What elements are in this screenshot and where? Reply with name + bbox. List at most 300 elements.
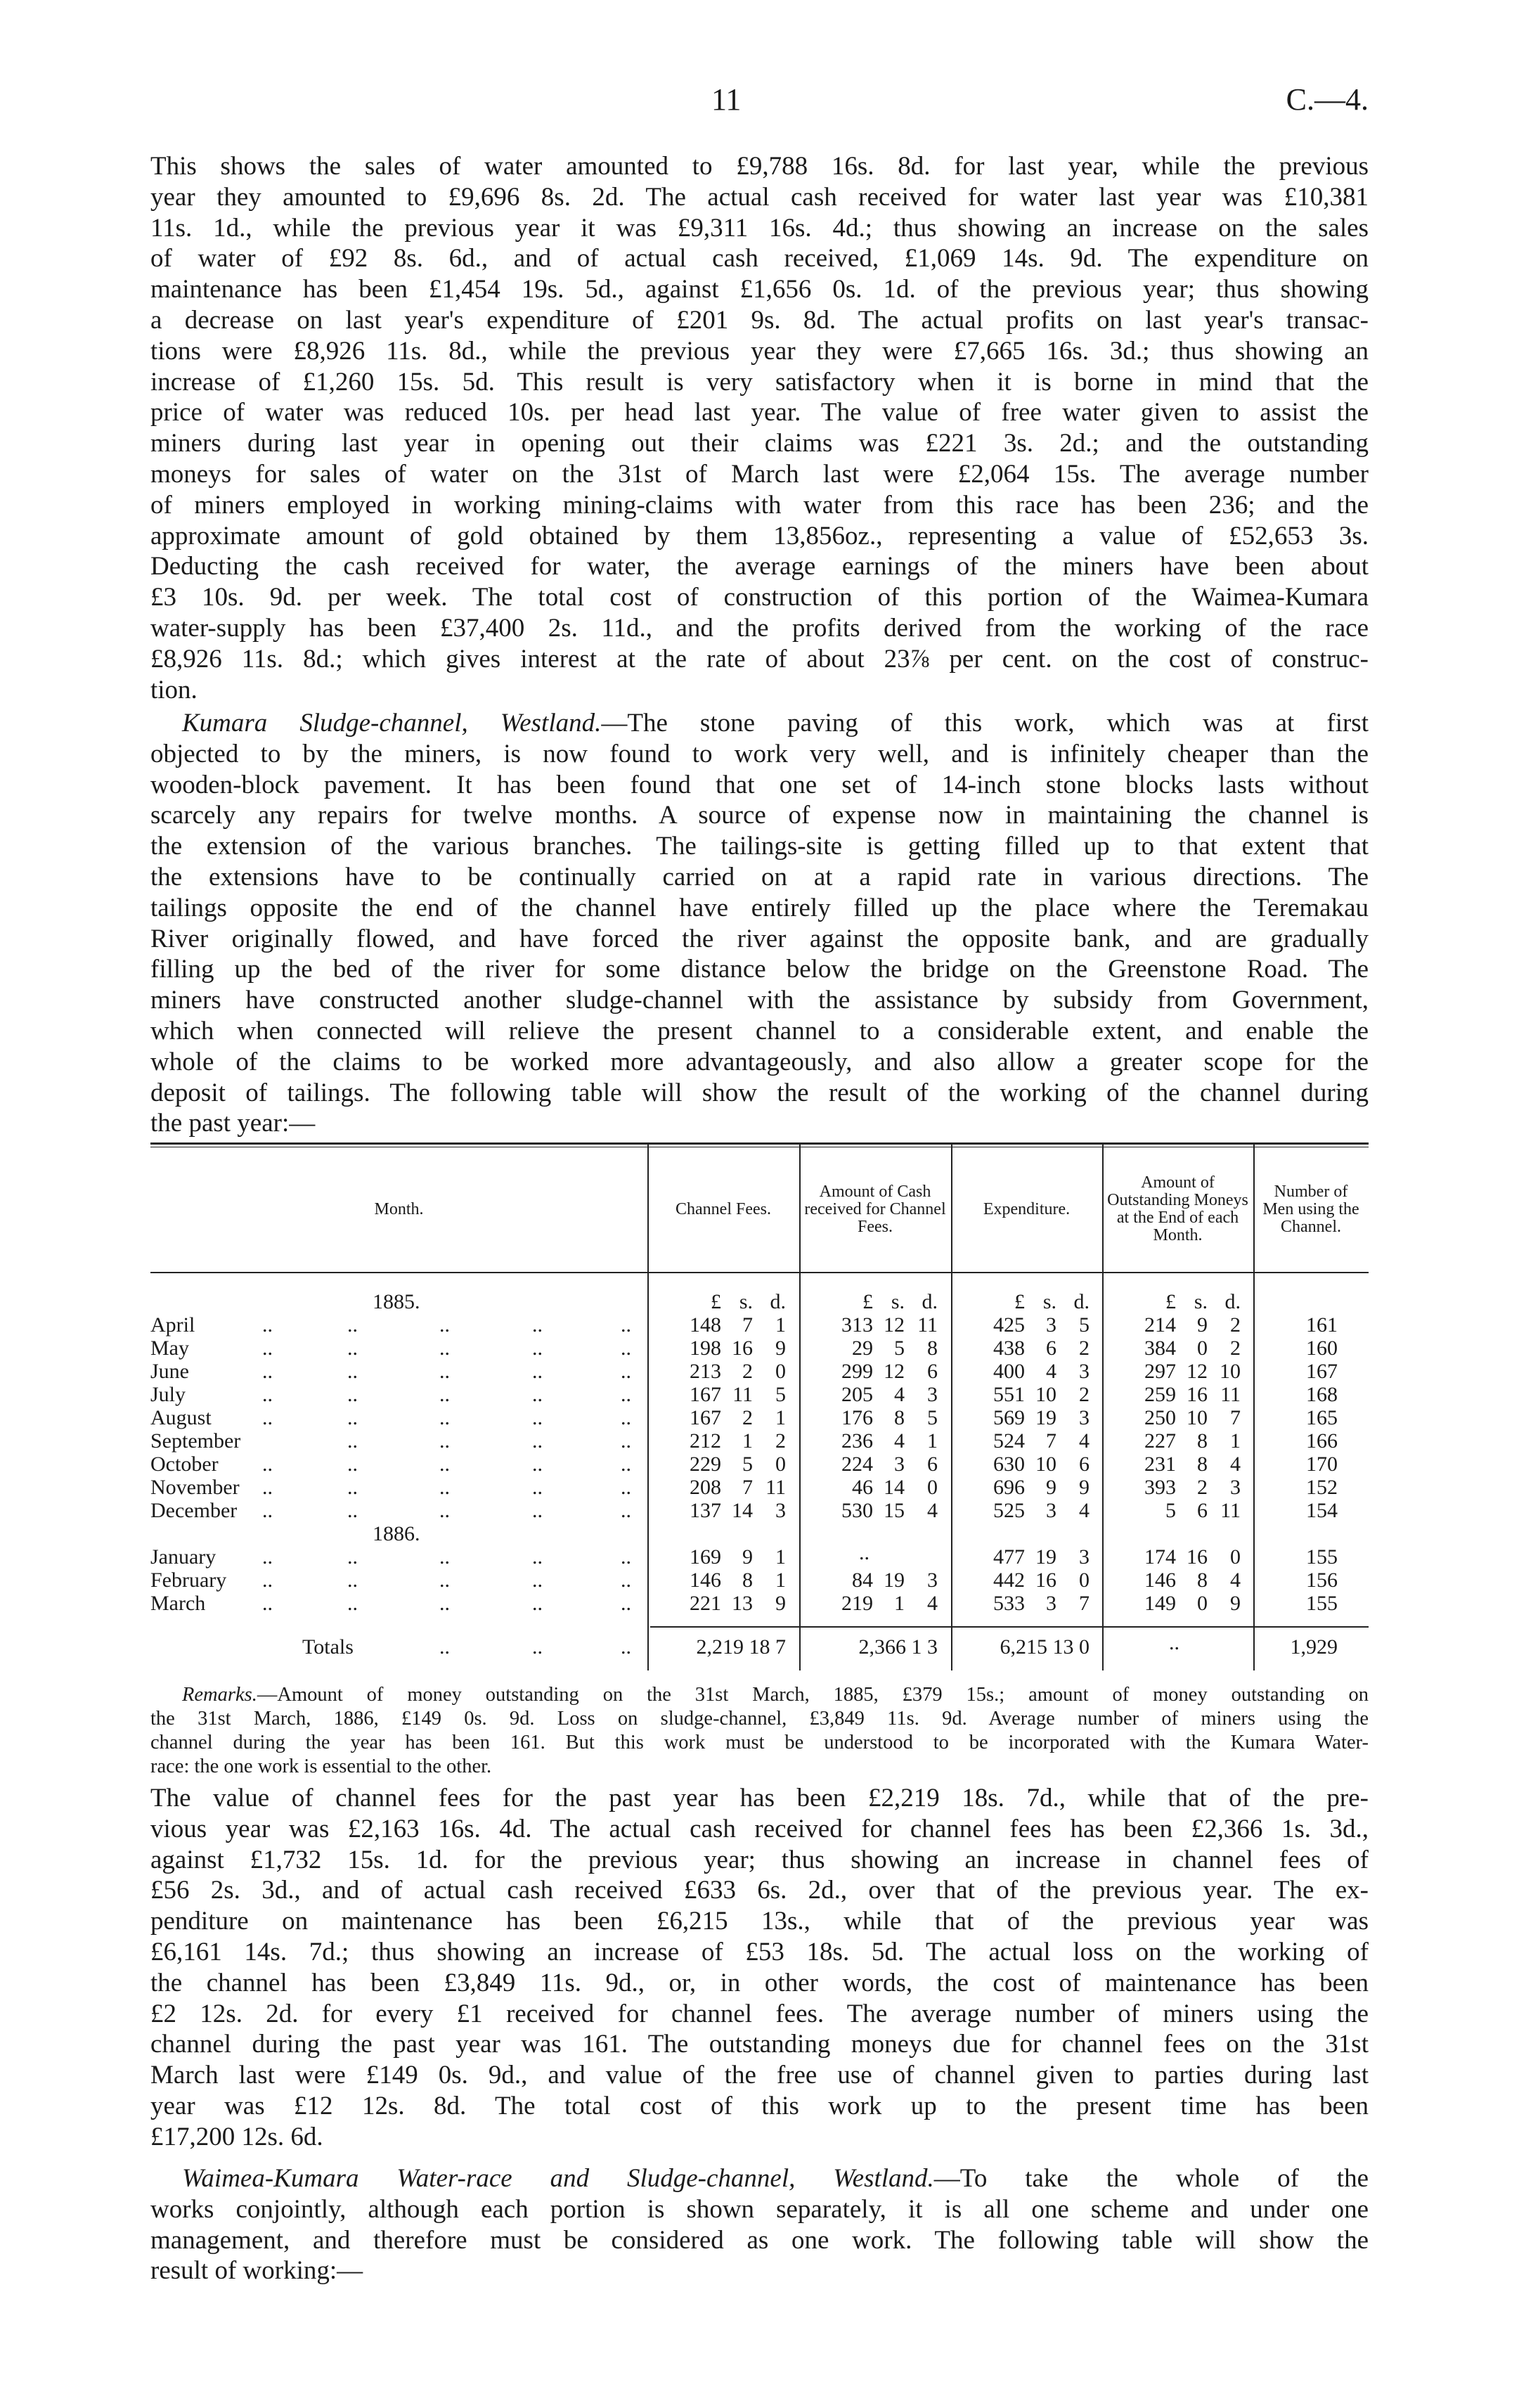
- leader-dots: ..: [262, 1499, 273, 1522]
- month-label: September: [150, 1429, 241, 1453]
- text-line: of water of £92 8s. 6d., and of actual cash received, £1,069 14s. 9d. The expenditure on: [150, 244, 1369, 273]
- text-line: scarcely any repairs for twelve months. A source of expense now in maintaining the channel is: [150, 801, 1369, 830]
- leader-dots: ..: [621, 1360, 631, 1383]
- outstanding-value: 214: [1144, 1313, 1176, 1337]
- column-header: Expenditure.: [983, 1199, 1071, 1218]
- leader-dots: ..: [347, 1545, 358, 1569]
- text-line: Deducting the cash received for water, the average earnings of the miners have been about: [150, 552, 1369, 581]
- channel-fees-value: 16: [732, 1337, 753, 1360]
- month-label: April: [150, 1313, 195, 1337]
- channel-fees-value: 137: [690, 1499, 721, 1522]
- expenditure-value: 10: [1035, 1383, 1056, 1406]
- channel-fees-value: 11: [765, 1476, 786, 1499]
- outstanding-value: 1: [1230, 1429, 1241, 1453]
- text-line: year was £12 12s. 8d. The total cost of this work up to the present time has been: [150, 2092, 1369, 2120]
- expenditure-value: 7: [1046, 1429, 1056, 1453]
- cash-received-value: 5: [894, 1337, 905, 1360]
- outstanding-value: 384: [1144, 1337, 1176, 1360]
- cash-received-value: 205: [841, 1383, 873, 1406]
- leader-dots: ..: [439, 1476, 450, 1499]
- text-line: the channel has been £3,849 11s. 9d., or, in other words, the cost of maintenance has been: [150, 1968, 1369, 1997]
- outstanding-value: 2: [1197, 1476, 1208, 1499]
- cash-received-value: 6: [927, 1453, 938, 1476]
- currency-unit: d.: [1224, 1290, 1241, 1313]
- month-label: May: [150, 1337, 189, 1360]
- leader-dots: ..: [621, 1453, 631, 1476]
- channel-fees-value: 8: [742, 1569, 753, 1592]
- month-label: November: [150, 1476, 240, 1499]
- expenditure-value: 569: [993, 1406, 1025, 1429]
- month-label: January: [150, 1545, 216, 1569]
- outstanding-value: 146: [1144, 1569, 1176, 1592]
- currency-unit: s.: [739, 1290, 753, 1313]
- text-line: penditure on maintenance has been £6,215 13s., while that of the previous year was: [150, 1907, 1369, 1936]
- channel-fees-value: 146: [690, 1569, 721, 1592]
- column-header: Month.: [374, 1199, 424, 1218]
- expenditure-value: 3: [1079, 1360, 1090, 1383]
- channel-fees-value: 169: [690, 1545, 721, 1569]
- currency-unit: d.: [922, 1290, 938, 1313]
- text-line: 11s. 1d., while the previous year it was £9,311 16s. 4d.; thus showing an increase on the sales: [150, 213, 1369, 243]
- leader-dots: ..: [621, 1337, 631, 1360]
- month-label: March: [150, 1592, 206, 1615]
- channel-fees-value: 167: [690, 1383, 721, 1406]
- leader-dots: ..: [347, 1453, 358, 1476]
- channel-fees-value: 167: [690, 1406, 721, 1429]
- outstanding-value: 5: [1165, 1499, 1176, 1522]
- leader-dots: ..: [262, 1313, 273, 1337]
- channel-fees-value: 198: [690, 1337, 721, 1360]
- outstanding-value: 10: [1187, 1406, 1208, 1429]
- outstanding-value: 12: [1187, 1360, 1208, 1383]
- outstanding-value: 3: [1230, 1476, 1241, 1499]
- leader-dots: ..: [262, 1545, 273, 1569]
- leader-dots: ..: [532, 1545, 543, 1569]
- text-line: water-supply has been £37,400 2s. 11d., and the profits derived from the working of the race: [150, 614, 1369, 643]
- outstanding-value: 297: [1144, 1360, 1176, 1383]
- text-line: increase of £1,260 15s. 5d. This result is very satisfactory when it is borne in mind that the: [150, 367, 1369, 397]
- expenditure-value: 3: [1079, 1406, 1090, 1429]
- month-label: July: [150, 1383, 186, 1406]
- outstanding-value: 0: [1197, 1337, 1208, 1360]
- leader-dots: ..: [532, 1592, 543, 1615]
- text-line: £6,161 14s. 7d.; thus showing an increase of £53 18s. 5d. The actual loss on the working of: [150, 1938, 1369, 1966]
- leader-dots: ..: [532, 1569, 543, 1592]
- men-count: 167: [1306, 1360, 1338, 1383]
- expenditure-value: 524: [993, 1429, 1025, 1453]
- channel-fees-value: 1: [775, 1545, 786, 1569]
- expenditure-value: 6: [1046, 1337, 1056, 1360]
- expenditure-value: 6: [1079, 1453, 1090, 1476]
- month-label: June: [150, 1360, 189, 1383]
- text-line: whole of the claims to be worked more advantageously, and also allow a greater scope for the: [150, 1047, 1369, 1076]
- text-line: objected to by the miners, is now found to work very well, and is infinitely cheaper than the: [150, 739, 1369, 768]
- expenditure-value: 551: [993, 1383, 1025, 1406]
- expenditure-value: 400: [993, 1360, 1025, 1383]
- leader-dots: ..: [439, 1429, 450, 1453]
- outstanding-value: 10: [1220, 1360, 1241, 1383]
- text-line: The value of channel fees for the past year has been £2,219 18s. 7d., while that of the pre-: [150, 1784, 1369, 1813]
- leader-dots: ..: [439, 1383, 450, 1406]
- channel-fees-value: 1: [775, 1569, 786, 1592]
- text-line: the extension of the various branches. The tailings-site is getting filled up to that extent that: [150, 832, 1369, 861]
- text-line: tion.: [150, 675, 198, 704]
- expenditure-value: 10: [1035, 1453, 1056, 1476]
- men-count: 168: [1306, 1383, 1338, 1406]
- leader-dots: ..: [439, 1313, 450, 1337]
- expenditure-value: 3: [1046, 1499, 1056, 1522]
- header-rule: [150, 1272, 1369, 1273]
- channel-fees-value: 1: [742, 1429, 753, 1453]
- outstanding-total: ..: [1169, 1631, 1179, 1654]
- cash-received-value: 84: [852, 1569, 873, 1592]
- month-label: October: [150, 1453, 219, 1476]
- text-line: the 31st March, 1886, £149 0s. 9d. Loss on sludge-channel, £3,849 11s. 9d. Average number of miners using the: [150, 1708, 1369, 1730]
- leader-dots: ..: [532, 1406, 543, 1429]
- expenditure-value: 16: [1035, 1569, 1056, 1592]
- month-label: August: [150, 1406, 212, 1429]
- leader-dots: ..: [439, 1360, 450, 1383]
- cash-received-value: 236: [841, 1429, 873, 1453]
- outstanding-value: 4: [1230, 1453, 1241, 1476]
- italic-lead: Kumara Sludge-channel, Westland.: [182, 709, 602, 738]
- men-count: 152: [1306, 1476, 1338, 1499]
- leader-dots: ..: [532, 1453, 543, 1476]
- leader-dots: ..: [262, 1453, 273, 1476]
- channel-fees-value: 5: [775, 1383, 786, 1406]
- cash-received-value: 6: [927, 1360, 938, 1383]
- men-count: 161: [1306, 1313, 1338, 1337]
- cash-received-value: 19: [884, 1569, 905, 1592]
- expenditure-value: 3: [1079, 1545, 1090, 1569]
- men-count: 156: [1306, 1569, 1338, 1592]
- leader-dots: ..: [262, 1360, 273, 1383]
- currency-unit: s.: [891, 1290, 905, 1313]
- leader-dots: ..: [439, 1337, 450, 1360]
- leader-dots: ..: [347, 1406, 358, 1429]
- text-line: the extensions have to be continually carried on at a rapid rate in various directions. The: [150, 863, 1369, 891]
- cash-received-value: 0: [927, 1476, 938, 1499]
- cash-received-value: 4: [927, 1592, 938, 1615]
- cash-received-value: 3: [894, 1453, 905, 1476]
- text-line: price of water was reduced 10s. per head last year. The value of free water given to assist the: [150, 398, 1369, 427]
- channel-fees-value: 13: [732, 1592, 753, 1615]
- men-total: 1,929: [1290, 1635, 1338, 1659]
- channel-fees-value: 9: [742, 1545, 753, 1569]
- currency-unit: s.: [1042, 1290, 1056, 1313]
- leader-dots: ..: [347, 1360, 358, 1383]
- text-line: year they amounted to £9,696 8s. 2d. The actual cash received for water last year was £10,381: [150, 182, 1369, 212]
- channel-fees-value: 0: [775, 1360, 786, 1383]
- cash-received-value: 5: [927, 1406, 938, 1429]
- expenditure-value: 0: [1079, 1569, 1090, 1592]
- currency-unit: d.: [1073, 1290, 1090, 1313]
- outstanding-value: 149: [1144, 1592, 1176, 1615]
- men-count: 155: [1306, 1545, 1338, 1569]
- text-line: tailings opposite the end of the channel have entirely filled up the place where the Teremakau: [150, 893, 1369, 922]
- channel-fees-value: 7: [742, 1476, 753, 1499]
- cash-received-value: 8: [927, 1337, 938, 1360]
- outstanding-value: 11: [1220, 1383, 1241, 1406]
- channel-fees-value: 14: [732, 1499, 753, 1522]
- outstanding-value: 231: [1144, 1453, 1176, 1476]
- leader-dots: ..: [262, 1337, 273, 1360]
- expenditure-value: 3: [1046, 1313, 1056, 1337]
- leader-dots: ..: [347, 1476, 358, 1499]
- expenditure-value: 3: [1046, 1592, 1056, 1615]
- channel-fees-value: 212: [690, 1429, 721, 1453]
- cash-received-value: 4: [927, 1499, 938, 1522]
- column-header: Amount of Outstanding Moneys at the End of each Month.: [1107, 1173, 1248, 1244]
- outstanding-value: 9: [1230, 1592, 1241, 1615]
- outstanding-value: 16: [1187, 1545, 1208, 1569]
- text-line: of miners employed in working mining-claims with water from this race has been 236; and the: [150, 490, 1369, 520]
- leader-dots: ..: [621, 1592, 631, 1615]
- expenditure-value: 696: [993, 1476, 1025, 1499]
- text-line: works conjointly, although each portion is shown separately, it is all one scheme and under one: [150, 2194, 1369, 2224]
- text-line: channel during the year has been 161. But this work must be understood to be incorporated with the Kumara Water-: [150, 1732, 1369, 1753]
- outstanding-value: 250: [1144, 1406, 1176, 1429]
- expenditure-value: 4: [1079, 1499, 1090, 1522]
- leader-dots: ..: [621, 1313, 631, 1337]
- cash-received-value: 29: [852, 1337, 873, 1360]
- men-count: 170: [1306, 1453, 1338, 1476]
- text-line: £3 10s. 9d. per week. The total cost of construction of this portion of the Waimea-Kumara: [150, 583, 1369, 612]
- leader-dots: ..: [262, 1383, 273, 1406]
- leader-dots: ..: [621, 1635, 631, 1659]
- channel-fees-value: 11: [732, 1383, 753, 1406]
- column-header: Amount of Cash received for Channel Fees.: [804, 1182, 946, 1236]
- text-line: Kumara Sludge-channel, Westland.—The stone paving of this work, which was at first: [182, 709, 1369, 738]
- currency-unit: £: [862, 1290, 873, 1313]
- channel-fees-value: 2: [742, 1360, 753, 1383]
- text-line: maintenance has been £1,454 19s. 5d., against £1,656 0s. 1d. of the previous year; thus showing: [150, 275, 1369, 304]
- cash-received-value: 15: [884, 1499, 905, 1522]
- men-count: 155: [1306, 1592, 1338, 1615]
- channel-fees-value: 0: [775, 1453, 786, 1476]
- text-line: race: the one work is essential to the other.: [150, 1756, 492, 1777]
- text-line: Waimea-Kumara Water-race and Sludge-channel, Westland.—To take the whole of the: [182, 2164, 1369, 2193]
- text-line: River originally flowed, and have forced the river against the opposite bank, and are gradually: [150, 924, 1369, 953]
- table-top-rule: [150, 1142, 1369, 1145]
- leader-dots: ..: [347, 1592, 358, 1615]
- leader-dots: ..: [621, 1545, 631, 1569]
- expenditure-value: 477: [993, 1545, 1025, 1569]
- channel-fees-value: 148: [690, 1313, 721, 1337]
- channel-fees-value: 1: [775, 1313, 786, 1337]
- leader-dots: ..: [439, 1499, 450, 1522]
- channel-fees-value: 7: [742, 1313, 753, 1337]
- men-count: 160: [1306, 1337, 1338, 1360]
- expenditure-value: 425: [993, 1313, 1025, 1337]
- outstanding-value: 227: [1144, 1429, 1176, 1453]
- outstanding-value: 8: [1197, 1453, 1208, 1476]
- currency-unit: £: [711, 1290, 721, 1313]
- outstanding-value: 7: [1230, 1406, 1241, 1429]
- leader-dots: ..: [532, 1360, 543, 1383]
- text-line: miners during last year in opening out their claims was £221 3s. 2d.; and the outstanding: [150, 429, 1369, 458]
- month-label: February: [150, 1569, 227, 1592]
- text-line: £56 2s. 3d., and of actual cash received £633 6s. 2d., over that of the previous year. The ex-: [150, 1876, 1369, 1905]
- text-line: £17,200 12s. 6d.: [150, 2122, 323, 2151]
- expenditure-value: 533: [993, 1592, 1025, 1615]
- leader-dots: ..: [621, 1429, 631, 1453]
- text-line: a decrease on last year's expenditure of £201 9s. 8d. The actual profits on last year's transac-: [150, 306, 1369, 335]
- channel-fees-value: 1: [775, 1406, 786, 1429]
- channel-fees-value: 5: [742, 1453, 753, 1476]
- leader-dots: ..: [439, 1592, 450, 1615]
- italic-lead: Waimea-Kumara Water-race and Sludge-channel, Westland.: [182, 2164, 934, 2193]
- expenditure-value: 2: [1079, 1337, 1090, 1360]
- text-line: This shows the sales of water amounted to £9,788 16s. 8d. for last year, while the previous: [150, 152, 1369, 181]
- leader-dots: ..: [621, 1476, 631, 1499]
- expenditure-value: 438: [993, 1337, 1025, 1360]
- leader-dots: ..: [347, 1429, 358, 1453]
- leader-dots: ..: [262, 1406, 273, 1429]
- cash-received-value: 313: [841, 1313, 873, 1337]
- cash-received-value: 4: [894, 1429, 905, 1453]
- expenditure-value: 4: [1079, 1429, 1090, 1453]
- text-line: channel during the past year was 161. The outstanding moneys due for channel fees on the 31st: [150, 2030, 1369, 2059]
- leader-dots: ..: [532, 1337, 543, 1360]
- channel-fees-total: 2,219 18 7: [696, 1635, 786, 1659]
- outstanding-value: 0: [1230, 1545, 1241, 1569]
- leader-dots: ..: [621, 1406, 631, 1429]
- column-header: Channel Fees.: [676, 1199, 771, 1218]
- cash-received-value: 46: [852, 1476, 873, 1499]
- leader-dots: ..: [532, 1476, 543, 1499]
- outstanding-value: 2: [1230, 1313, 1241, 1337]
- channel-fees-value: 2: [742, 1406, 753, 1429]
- text-line: the past year:—: [150, 1109, 316, 1138]
- expenditure-value: 19: [1035, 1406, 1056, 1429]
- channel-fees-value: 213: [690, 1360, 721, 1383]
- cash-received-value: 3: [927, 1383, 938, 1406]
- year-label: 1885.: [373, 1290, 420, 1313]
- text-line: March last were £149 0s. 9d., and value of the free use of channel given to parties during last: [150, 2061, 1369, 2090]
- leader-dots: ..: [621, 1569, 631, 1592]
- currency-unit: £: [1165, 1290, 1176, 1313]
- channel-fees-value: 208: [690, 1476, 721, 1499]
- channel-fees-value: 9: [775, 1337, 786, 1360]
- text-line: management, and therefore must be considered as one work. The following table will show the: [150, 2225, 1369, 2255]
- outstanding-value: 259: [1144, 1383, 1176, 1406]
- cash-received-value: 1: [894, 1592, 905, 1615]
- cash-received-total: 2,366 1 3: [858, 1635, 938, 1659]
- leader-dots: ..: [439, 1406, 450, 1429]
- column-header: Number of Men using the Channel.: [1262, 1182, 1359, 1236]
- cash-received-value: 3: [927, 1569, 938, 1592]
- text-line: Remarks.—Amount of money outstanding on the 31st March, 1885, £379 15s.; amount of money outstanding on: [182, 1684, 1369, 1706]
- channel-fees-value: 9: [775, 1592, 786, 1615]
- channel-fees-value: 221: [690, 1592, 721, 1615]
- expenditure-value: 2: [1079, 1383, 1090, 1406]
- page-number: 11: [711, 82, 742, 117]
- text-line: which when connected will relieve the present channel to a considerable extent, and enable the: [150, 1017, 1369, 1045]
- outstanding-value: 16: [1187, 1383, 1208, 1406]
- leader-dots: ..: [347, 1313, 358, 1337]
- cash-received-value: 12: [884, 1360, 905, 1383]
- currency-unit: d.: [770, 1290, 786, 1313]
- leader-dots: ..: [439, 1569, 450, 1592]
- leader-dots: ..: [347, 1337, 358, 1360]
- outstanding-value: 11: [1220, 1499, 1241, 1522]
- cash-received-value: 299: [841, 1360, 873, 1383]
- cash-received-value: 219: [841, 1592, 873, 1615]
- leader-dots: ..: [621, 1499, 631, 1522]
- text-line: tions were £8,926 11s. 8d., while the previous year they were £7,665 16s. 3d.; thus showing an: [150, 336, 1369, 366]
- cash-received-value: 4: [894, 1383, 905, 1406]
- text-line: moneys for sales of water on the 31st of March last were £2,064 15s. The average number: [150, 460, 1369, 489]
- leader-dots: ..: [347, 1569, 358, 1592]
- outstanding-value: 6: [1197, 1499, 1208, 1522]
- italic-lead: Remarks.: [182, 1684, 257, 1706]
- text-line: approximate amount of gold obtained by them 13,856oz., representing a value of £52,653 3s.: [150, 521, 1369, 551]
- expenditure-value: 525: [993, 1499, 1025, 1522]
- cash-received-value: 12: [884, 1313, 905, 1337]
- text-line: wooden-block pavement. It has been found that one set of 14-inch stone blocks lasts without: [150, 770, 1369, 799]
- leader-dots: ..: [439, 1453, 450, 1476]
- cash-received-value: 1: [927, 1429, 938, 1453]
- leader-dots: ..: [532, 1313, 543, 1337]
- document-code: C.—4.: [1286, 82, 1369, 117]
- channel-fees-value: 2: [775, 1429, 786, 1453]
- totals-rule: [650, 1626, 1369, 1628]
- outstanding-value: 4: [1230, 1569, 1241, 1592]
- cash-received-value: 176: [841, 1406, 873, 1429]
- text-line: result of working:—: [150, 2256, 363, 2286]
- cash-received-value: 14: [884, 1476, 905, 1499]
- expenditure-value: 442: [993, 1569, 1025, 1592]
- text-line: against £1,732 15s. 1d. for the previous year; thus showing an increase in channel fees of: [150, 1845, 1369, 1874]
- leader-dots: ..: [262, 1569, 273, 1592]
- leader-dots: ..: [532, 1383, 543, 1406]
- text-line: £2 12s. 2d. for every £1 received for channel fees. The average number of miners using the: [150, 1999, 1369, 2028]
- expenditure-value: 4: [1046, 1360, 1056, 1383]
- text-line: deposit of tailings. The following table will show the result of the working of the channel during: [150, 1078, 1369, 1107]
- outstanding-value: 8: [1197, 1569, 1208, 1592]
- text-line: £8,926 11s. 8d.; which gives interest at the rate of about 23⅞ per cent. on the cost of construc-: [150, 644, 1369, 674]
- leader-dots: ..: [532, 1499, 543, 1522]
- cash-received-value: ..: [859, 1541, 870, 1564]
- currency-unit: s.: [1194, 1290, 1208, 1313]
- leader-dots: ..: [347, 1499, 358, 1522]
- outstanding-value: 393: [1144, 1476, 1176, 1499]
- expenditure-value: 5: [1079, 1313, 1090, 1337]
- outstanding-value: 0: [1197, 1592, 1208, 1615]
- text-line: filling up the bed of the river for some distance below the bridge on the Greenstone Road. The: [150, 955, 1369, 984]
- leader-dots: ..: [439, 1545, 450, 1569]
- men-count: 166: [1306, 1429, 1338, 1453]
- leader-dots: ..: [532, 1635, 543, 1659]
- year-label: 1886.: [373, 1522, 420, 1545]
- outstanding-value: 9: [1197, 1313, 1208, 1337]
- cash-received-value: 224: [841, 1453, 873, 1476]
- leader-dots: ..: [347, 1383, 358, 1406]
- leader-dots: ..: [621, 1383, 631, 1406]
- leader-dots: ..: [262, 1592, 273, 1615]
- expenditure-total: 6,215 13 0: [1000, 1635, 1090, 1659]
- leader-dots: ..: [439, 1635, 450, 1659]
- leader-dots: ..: [262, 1476, 273, 1499]
- channel-fees-value: 229: [690, 1453, 721, 1476]
- expenditure-value: 19: [1035, 1545, 1056, 1569]
- outstanding-value: 174: [1144, 1545, 1176, 1569]
- totals-label: Totals: [302, 1635, 354, 1659]
- outstanding-value: 2: [1230, 1337, 1241, 1360]
- month-label: December: [150, 1499, 238, 1522]
- men-count: 165: [1306, 1406, 1338, 1429]
